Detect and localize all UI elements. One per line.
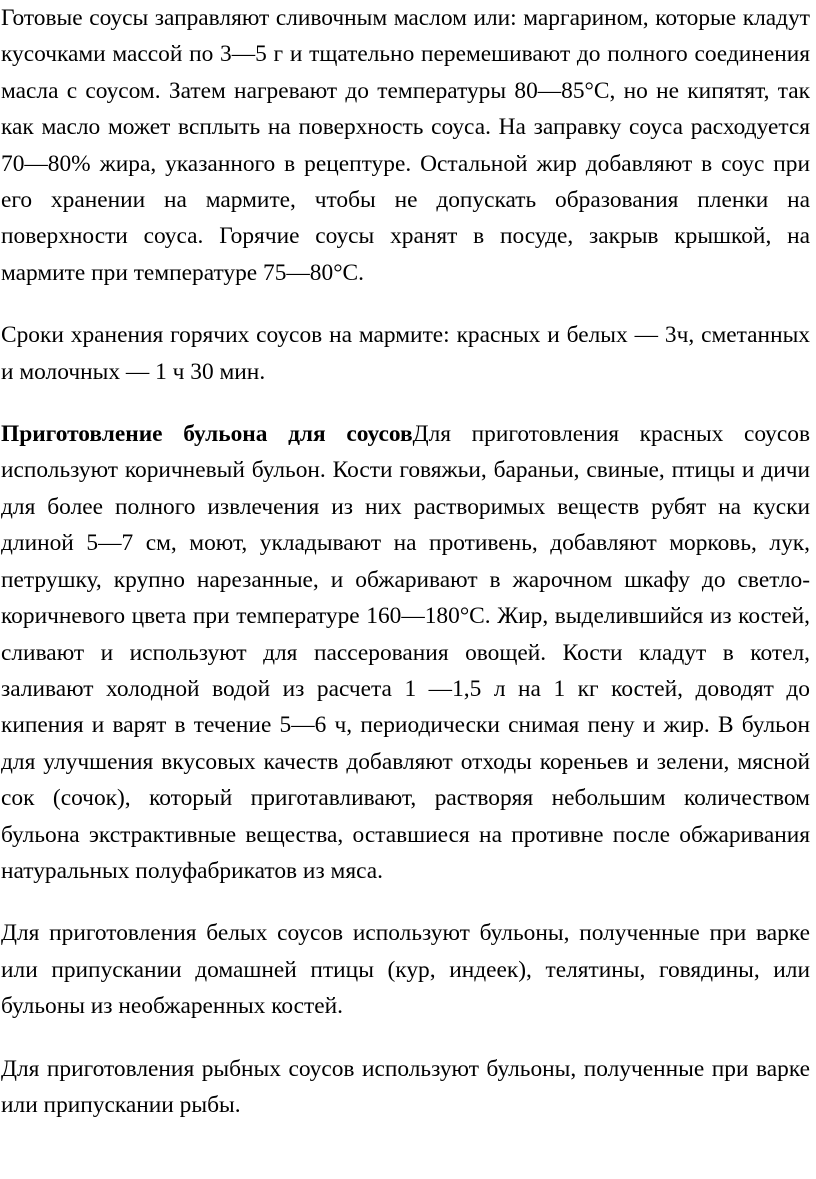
paragraph-sauce-dressing: Готовые соусы заправляют сливочным маслом или: маргарином, которые кладут кусочками массой по 3—5 г и тщательно перемешивают до полного соединения масла с соусом. Затем нагревают до температуры 80—85°С, но не кипятят, так как масло может всплыть на поверхность соуса. На заправку соуса расходуется 70—80% жира, указанного в рецептуре. Остальной жир добавляют в соус при его хранении на мармите, чтобы не допускать образования пленки на поверхности соуса. Горячие соусы хранят в посуде, закрыв крышкой, на мармите при температуре 75—80°С. — [1, 5, 810, 286]
paragraph-white-sauces: Для приготовления белых соусов используют бульоны, полученные при варке или припускании домашней птицы (кур, индеек), телятины, говядины, или бульоны из необжаренных костей. — [1, 920, 810, 1020]
paragraph-storage-time: Сроки хранения горячих соусов на мармите: красных и белых — 3ч, сметанных и молочных — 1 ч 30 мин. — [1, 322, 810, 385]
paragraph-fish-sauces: Для приготовления рыбных соусов используют бульоны, полученные при варке или припускании рыбы. — [1, 1055, 810, 1118]
paragraph-broth-preparation — [1, 416, 810, 889]
section-heading-broth: Приготовление бульона для соусов — [1, 421, 413, 448]
paragraph-broth-body: Для приготовления красных соусов используют коричневый бульон. Кости говяжьи, бараньи, свиные, птицы и дичи для более полного извлечения из них растворимых веществ рубят на куски длиной 5—7 см, моют, укладывают на противень, добавляют морковь, лук, петрушку, крупно нарезанные, и обжаривают в жарочном шкафу до светло-коричневого цвета при температуре 160—180°С. Жир, выделившийся из костей, сливают и используют для пассерования овощей. Кости кладут в котел, заливают холодной водой из расчета 1 —1,5 л на 1 кг костей, доводят до кипения и варят в течение 5—6 ч, периодически снимая пену и жир. В бульон для улучшения вкусовых качеств добавляют отходы кореньев и зелени, мясной сок (сочок), который приготавливают, растворяя небольшим количеством бульона экстрактивные вещества, оставшиеся на противне после обжаривания натуральных полуфабрикатов из мяса. — [1, 421, 810, 884]
